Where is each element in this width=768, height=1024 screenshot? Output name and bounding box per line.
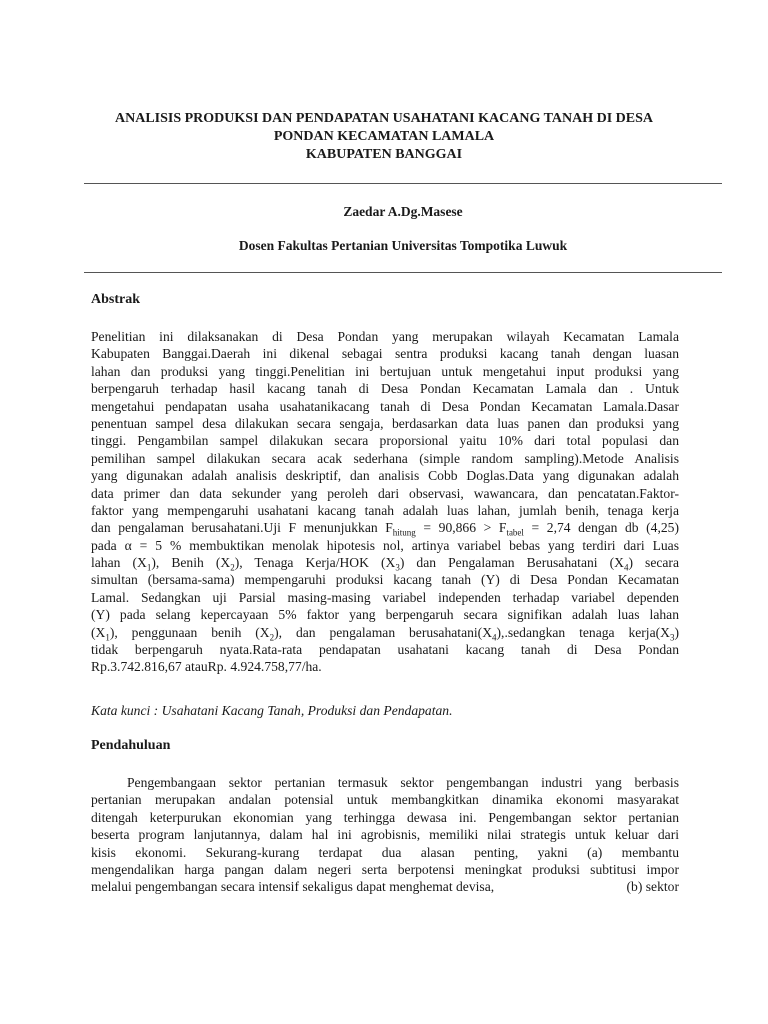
keywords: Kata kunci : Usahatani Kacang Tanah, Produksi dan Pendapatan.	[91, 703, 453, 718]
text-run: ), dan pengalaman berusahatani(X	[274, 624, 493, 640]
abstract-line: Rp.3.742.816,67 atauRp. 4.924.758,77/ha.	[91, 659, 322, 675]
top-divider	[84, 183, 722, 184]
abstract-line: pemilihan sampel dilakukan secara acak sederhana (simple random sampling).Metode Analisis	[91, 450, 679, 466]
abstract-heading: Abstrak	[91, 292, 141, 307]
text-run: (X	[91, 624, 106, 640]
abstract-line: tinggi. Pengambilan sampel dilakukan secara proporsional yaitu 10% dari total populasi dan	[91, 433, 679, 449]
intro-line	[91, 878, 679, 895]
paper-title	[84, 110, 684, 164]
intro-line: pertanian merupakan andalan potensial untuk membangkitkan dinamika ekonomi masyarakat	[91, 792, 679, 808]
abstract-line-variables	[91, 554, 679, 571]
text-run: lahan (X	[91, 555, 147, 571]
abstract-line: simultan (bersama-sama) mempengaruhi produksi kacang tanah (Y) di Desa Pondan Kecamatan	[91, 572, 679, 588]
text-run: ),.sedangkan tenaga kerja(X	[496, 624, 670, 640]
title-line-3: KABUPATEN BANGGAI	[305, 147, 463, 162]
text-run: ), penggunaan benih (X	[109, 624, 270, 640]
abstract-line: yang digunakan adalah analisis deskriptif, dan analisis Cobb Doglas.Data yang digunakan adalah	[91, 468, 679, 484]
text-run: ) secara	[628, 555, 679, 571]
subscript: 3	[669, 632, 675, 643]
subscript: 4	[492, 632, 497, 643]
subscript: 1	[146, 562, 152, 573]
subscript: 2	[230, 562, 235, 573]
abstract-line: Kabupaten Banggai.Daerah ini dikenal sebagai sentra produksi kacang tanah dengan luasan	[91, 346, 679, 362]
abstract-line: Penelitian ini dilaksanakan di Desa Pondan yang merupakan wilayah Kecamatan Lamala	[91, 329, 679, 344]
abstract-line: tidak berpengaruh nyata.Rata-rata pendapatan usahatani kacang tanah di Desa Pondan	[91, 642, 679, 658]
text-run: ), Benih (X	[151, 555, 231, 571]
bottom-divider	[84, 272, 722, 273]
abstract-line: berpengaruh terhadap hasil kacang tanah di Desa Pondan Kecamatan Lamala dan . Untuk	[91, 381, 679, 397]
intro-line: mengendalikan harga pangan dalam negeri serta berpotensi meningkat produksi subtitusi impor	[91, 861, 679, 877]
subscript: 4	[623, 562, 629, 573]
subscript: 3	[395, 562, 400, 573]
abstract-line-f-test	[91, 519, 680, 539]
abstract-line: penentuan sampel desa dilakukan secara sengaja, berdasarkan data luas panen dan produksi yang	[91, 415, 679, 431]
author-name: Zaedar A.Dg.Masese	[343, 204, 463, 219]
text-run: (b) sektor	[626, 879, 679, 895]
text-run: ), Tenaga Kerja/HOK (X	[234, 555, 396, 571]
abstract-line: pada α = 5 % membuktikan menolak hipotesis nol, artinya variabel bebas yang terdiri dari Luas	[91, 537, 679, 553]
intro-line: ditengah keterpurukan ekonomian yang terhingga dewasa ini. Pengembangan sektor pertanian	[91, 809, 679, 825]
text-run: dan pengalaman berusahatani.Uji F menunjukkan F	[91, 520, 393, 536]
abstract-line: Lamal. Sedangkan uji Parsial masing-masing variabel independen terhadap variabel dependen	[91, 589, 679, 605]
abstract-line-partial	[91, 624, 679, 641]
subscript: hitung	[392, 528, 416, 539]
intro-line: kisis ekonomi. Sekurang-kurang terdapat dua alasan penting, yakni (a) membantu	[91, 844, 679, 860]
text-run: ) dan Pengalaman Berusahatani (X	[399, 555, 624, 571]
subscript: 1	[105, 632, 110, 643]
intro-line: beserta program lanjutannya, dalam hal ini agrobisnis, memiliki nilai strategis untuk keluar dari	[91, 827, 679, 843]
abstract-line: lahan dan produksi yang tinggi.Penelitian ini bertujuan untuk mengetahui input produksi yang	[91, 363, 679, 379]
text-run: )	[674, 624, 679, 640]
abstract-line: faktor yang mempengaruhi usahatani kacang tanah adalah luas lahan, jumlah benih, tenaga kerja	[91, 502, 679, 518]
title-line-2: PONDAN KECAMATAN LAMALA	[273, 129, 495, 144]
title-line-1: ANALISIS PRODUKSI DAN PENDAPATAN USAHATANI KACANG TANAH DI DESA	[114, 111, 653, 126]
abstract-line: mengetahui pendapatan usaha usahatanikacang tanah di Desa Pondan Kecamatan Lamala.Dasar	[91, 398, 679, 414]
author-affiliation: Dosen Fakultas Pertanian Universitas Tompotika Luwuk	[238, 238, 568, 253]
introduction-text	[91, 774, 679, 896]
abstract-text	[91, 328, 679, 676]
abstract-line: data primer dan data sekunder yang peroleh dari observasi, wawancara, dan pencatatan.Faktor-	[91, 485, 679, 501]
subscript: 2	[269, 632, 275, 643]
introduction-heading: Pendahuluan	[91, 738, 171, 753]
subscript: tabel	[506, 528, 524, 539]
abstract-line: (Y) pada selang kepercayaan 5% faktor yang berpengaruh secara signifikan adalah luas lahan	[91, 607, 679, 623]
intro-line: Pengembangaan sektor pertanian termasuk sektor pengembangan industri yang berbasis	[127, 775, 679, 790]
text-run: melalui pengembangan secara intensif sekaligus dapat menghemat devisa,	[91, 879, 495, 895]
text-run: = 90,866 > F	[415, 520, 507, 536]
text-run: = 2,74 dengan db (4,25)	[523, 520, 680, 536]
